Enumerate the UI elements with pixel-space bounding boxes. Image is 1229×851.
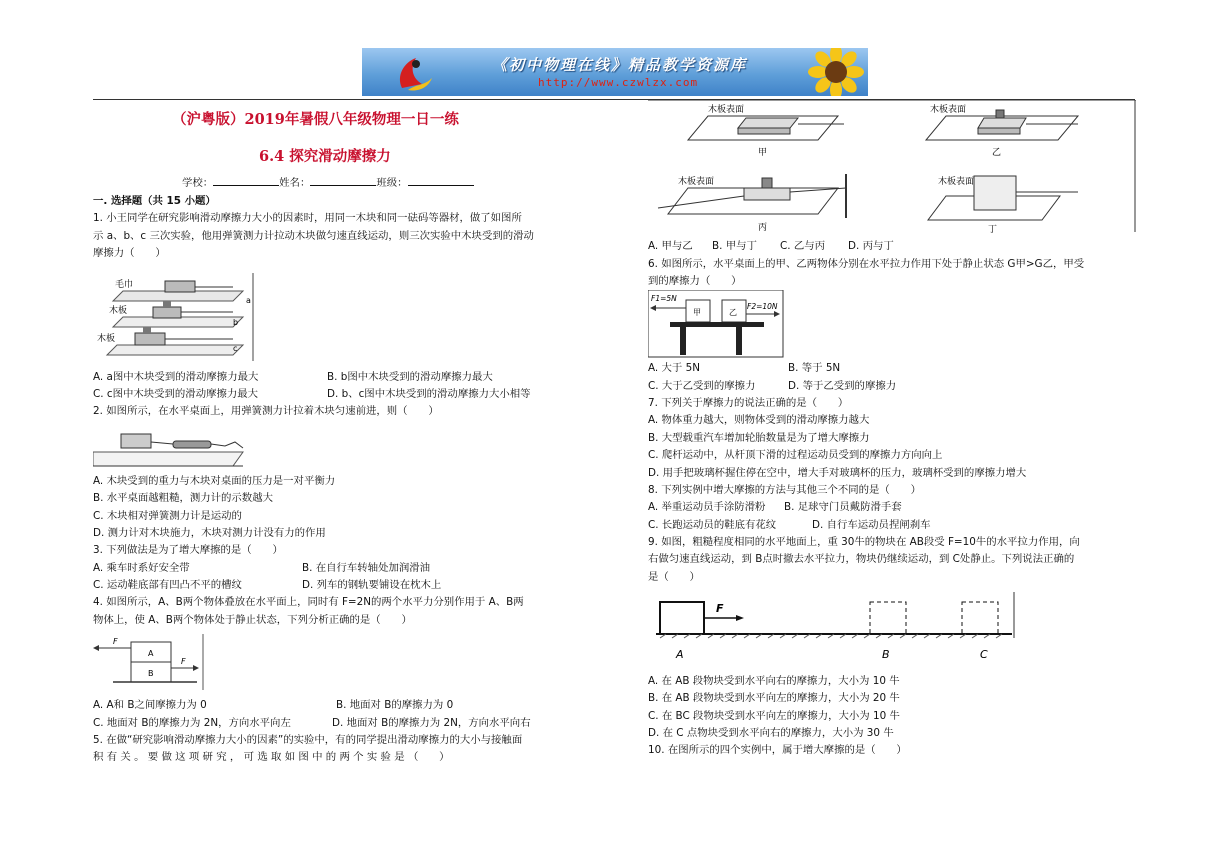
q6-fig-label-yi: 乙 (729, 308, 737, 317)
q2-stem: 2. 如图所示，在水平桌面上，用弹簧测力计拉着木块匀速前进，则（ ） (93, 405, 439, 417)
q4-option-b: B. 地面对 B的摩擦力为 0 (336, 699, 454, 711)
q1-fig-label-towel: 毛巾 (115, 280, 134, 290)
q1-option-a: A. a图中木块受到的滑动摩擦力最大 (93, 371, 259, 383)
q4-fig-label-b: B (148, 669, 154, 678)
banner-url: http://www.czwlzx.com (538, 76, 699, 89)
q9-fig-label-a: A (676, 648, 684, 661)
school-field[interactable] (213, 174, 279, 186)
q4-fig-label-f2: F (181, 657, 186, 666)
q1-fig-label-b: b (233, 318, 239, 327)
q9-fig-label-b: B (882, 648, 890, 661)
q5-fig-surface-1: 木板表面 (708, 105, 745, 115)
q8-option-b: B. 足球守门员戴防滑手套 (784, 501, 902, 513)
q3-stem: 3. 下列做法是为了增大摩擦的是（ ） (93, 544, 283, 556)
q8-option-a: A. 举重运动员手涂防滑粉 (648, 501, 766, 513)
q5-option-d: D. 丙与丁 (848, 240, 894, 252)
q9-line-3: 是（ ） (648, 571, 700, 583)
name-field[interactable] (310, 174, 376, 186)
q1-fig-label-board-2: 木板 (97, 334, 116, 344)
q6-fig-label-jia: 甲 (693, 308, 701, 317)
q3-option-a: A. 乘车时系好安全带 (93, 562, 190, 574)
q3-option-d: D. 列车的钢轨要铺设在枕木上 (302, 579, 442, 591)
q1-line-3: 摩擦力（ ） (93, 247, 166, 259)
q5-option-c: C. 乙与丙 (780, 240, 826, 252)
info-line (182, 174, 474, 193)
q5-line-2: 积 有 关 。 要 做 这 项 研 究 ， 可 选 取 如 图 中 的 两 个 实 验 是 （ ） (93, 751, 450, 763)
banner-title: 《初中物理在线》精品教学资源库 (492, 56, 748, 74)
class-field[interactable] (408, 174, 474, 186)
q9-option-b: B. 在 AB 段物块受到水平向左的摩擦力，大小为 20 牛 (648, 692, 900, 704)
q1-line-2: 示 a、b、c 三次实验，他用弹簧测力计拉动木块做匀速直线运动，则三次实验中木块受到的滑动 (93, 230, 534, 242)
q7-option-b: B. 大型载重汽车增加轮胎数量是为了增大摩擦力 (648, 432, 870, 444)
q2-option-a: A. 木块受到的重力与木块对桌面的压力是一对平衡力 (93, 475, 336, 487)
q6-option-a: A. 大于 5N (648, 362, 700, 374)
q5-fig-label-jia: 甲 (758, 148, 768, 158)
q6-line-1: 6. 如图所示，水平桌面上的甲、乙两物体分别在水平拉力作用下处于静止状态 G甲>G乙，甲受 (648, 258, 1085, 270)
q7-option-c: C. 爬杆运动中，从杆顶下滑的过程运动员受到的摩擦力方向向上 (648, 449, 943, 461)
q4-line-2: 物体上，使 A、B两个物体处于静止状态，下列分析正确的是（ ） (93, 614, 412, 626)
q5-fig-surface-4: 木板表面 (938, 177, 975, 187)
q6-line-2: 到的摩擦力（ ） (648, 275, 742, 287)
q7-option-d: D. 用手把玻璃杯握住停在空中，增大手对玻璃杯的压力，玻璃杯受到的摩擦力增大 (648, 467, 1027, 479)
q3-option-b: B. 在自行车转轴处加润滑油 (302, 562, 431, 574)
q8-option-d: D. 自行车运动员捏闸刹车 (812, 519, 931, 531)
q2-option-d: D. 测力计对木块施力，木块对测力计没有力的作用 (93, 527, 326, 539)
q6-figure (648, 290, 784, 358)
q5-option-b: B. 甲与丁 (712, 240, 757, 252)
q5-fig-label-yi: 乙 (992, 148, 1002, 158)
q2-option-b: B. 水平桌面越粗糙，测力计的示数越大 (93, 492, 273, 504)
q4-option-c: C. 地面对 B的摩擦力为 2N，方向水平向左 (93, 717, 291, 729)
name-label: 姓名： (279, 177, 311, 189)
header-banner (362, 48, 868, 96)
doc-subtitle: 6.4 探究滑动摩擦力 (259, 148, 391, 165)
q5-fig-label-ding: 丁 (988, 225, 998, 235)
q1-line-1: 1. 小王同学在研究影响滑动摩擦力大小的因素时，用同一木块和同一砝码等器材，做了如图所 (93, 212, 522, 224)
q8-stem: 8. 下列实例中增大摩擦的方法与其他三个不同的是（ ） (648, 484, 921, 496)
q8-option-c: C. 长跑运动员的鞋底有花纹 (648, 519, 777, 531)
q7-stem: 7. 下列关于摩擦力的说法正确的是（ ） (648, 397, 849, 409)
q1-fig-label-board-1: 木板 (109, 306, 128, 316)
q9-fig-label-c: C (980, 648, 988, 661)
q5-fig-surface-2: 木板表面 (930, 105, 967, 115)
q6-option-d: D. 等于乙受到的摩擦力 (788, 380, 897, 392)
q5-fig-surface-3: 木板表面 (678, 177, 715, 187)
q2-option-c: C. 木块相对弹簧测力计是运动的 (93, 510, 242, 522)
q4-fig-label-f1: F (113, 637, 118, 646)
q1-fig-label-c: c (233, 344, 238, 353)
q6-fig-label-f2: F2=10N (747, 302, 778, 311)
q5-fig-label-bing: 丙 (758, 223, 768, 233)
q4-figure (93, 632, 208, 692)
q7-option-a: A. 物体重力越大，则物体受到的滑动摩擦力越大 (648, 414, 870, 426)
q9-fig-label-f: F (716, 602, 724, 615)
logo-icon (394, 54, 434, 92)
q2-figure (93, 422, 248, 468)
q9-option-a: A. 在 AB 段物块受到水平向右的摩擦力，大小为 10 牛 (648, 675, 900, 687)
doc-title: （沪粤版）2019年暑假八年级物理一日一练 (172, 111, 459, 128)
q5-option-a: A. 甲与乙 (648, 240, 693, 252)
q4-line-1: 4. 如图所示，A、B两个物体叠放在水平面上，同时有 F=2N的两个水平力分别作用于 A、B两 (93, 596, 524, 608)
q4-option-d: D. 地面对 B的摩擦力为 2N，方向水平向右 (332, 717, 531, 729)
q1-option-b: B. b图中木块受到的滑动摩擦力最大 (327, 371, 493, 383)
q4-fig-label-a: A (148, 649, 154, 658)
q6-fig-label-f1: F1=5N (651, 294, 677, 303)
q1-option-d: D. b、c图中木块受到的滑动摩擦力大小相等 (327, 388, 531, 400)
sunflower-icon (808, 48, 864, 96)
q1-option-c: C. c图中木块受到的滑动摩擦力最大 (93, 388, 259, 400)
q10-stem: 10. 在图所示的四个实例中，属于增大摩擦的是（ ） (648, 744, 907, 756)
q1-fig-label-a: a (246, 296, 251, 305)
q6-option-c: C. 大于乙受到的摩擦力 (648, 380, 756, 392)
q1-figure (93, 265, 263, 365)
q9-option-c: C. 在 BC 段物块受到水平向左的摩擦力，大小为 10 牛 (648, 710, 900, 722)
school-label: 学校： (182, 177, 214, 189)
q5-figure (648, 100, 1136, 236)
class-label: 班级： (376, 177, 408, 189)
q5-line-1: 5. 在做“研究影响滑动摩擦力大小的因素”的实验中，有的同学提出滑动摩擦力的大小与接触面 (93, 734, 523, 746)
q4-option-a: A. A和 B之间摩擦力为 0 (93, 699, 207, 711)
section-heading: 一. 选择题（共 15 小题） (93, 195, 216, 207)
q3-option-c: C. 运动鞋底部有凹凸不平的槽纹 (93, 579, 242, 591)
q9-line-1: 9. 如图，粗糙程度相同的水平地面上，重 30牛的物块在 AB段受 F=10牛的水平拉力作用，向 (648, 536, 1080, 548)
q9-line-2: 右做匀速直线运动，到 B点时撤去水平拉力，物块仍继续运动，到 C处静止。下列说法正确的 (648, 553, 1075, 565)
q9-option-d: D. 在 C 点物块受到水平向右的摩擦力，大小为 30 牛 (648, 727, 894, 739)
q9-figure (652, 592, 1017, 664)
q6-option-b: B. 等于 5N (788, 362, 841, 374)
